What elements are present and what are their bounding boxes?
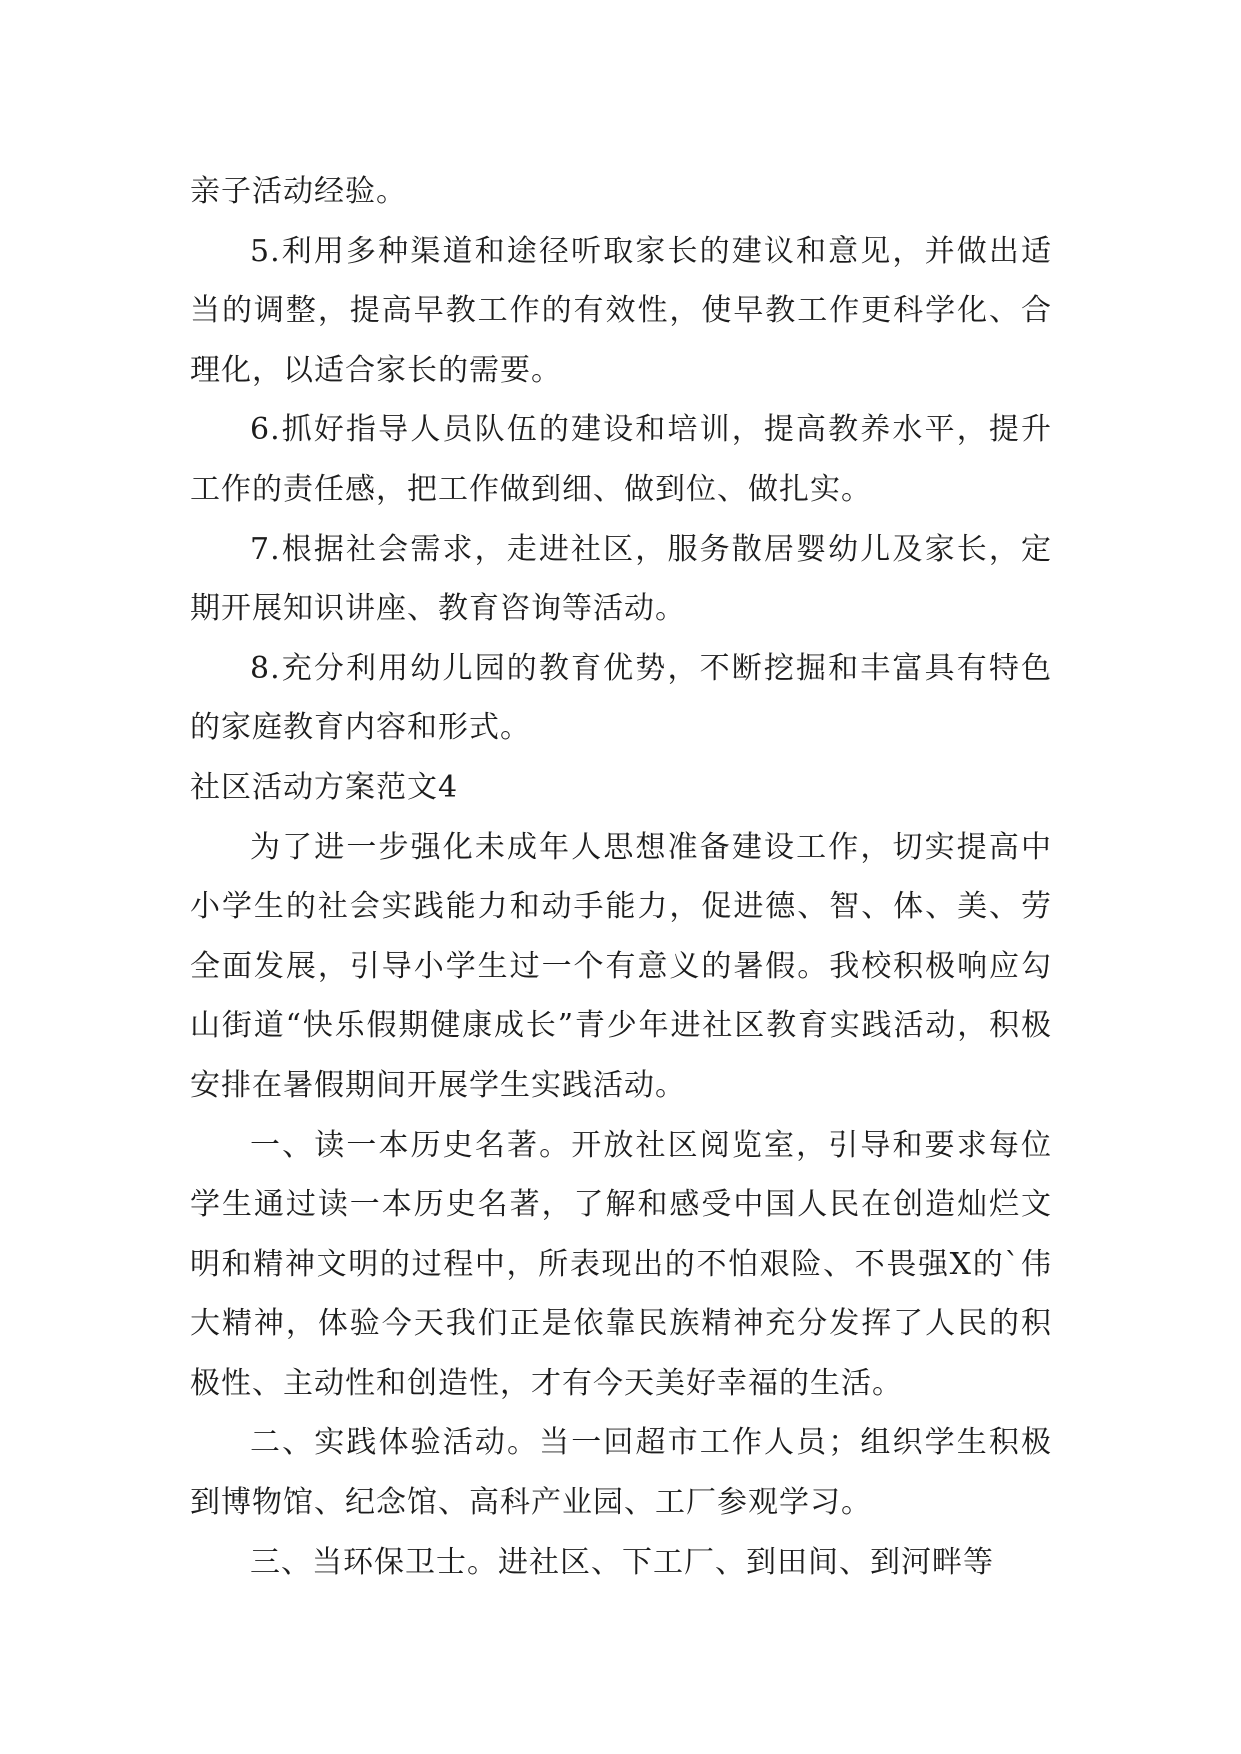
paragraph-part-1: 一、读一本历史名著。开放社区阅览室，引导和要求每位学生通过读一本历史名著，了解和感受中国人民在创造灿烂文明和精神文明的过程中，所表现出的不怕艰险、不畏强X的`伟大精神，体验今天我们正是依靠民族精神充分发挥了人民的积极性、主动性和创造性，才有今天美好幸福的生活。	[190, 1127, 1052, 1401]
document-body	[190, 162, 1052, 1592]
paragraph-item-7: 7.根据社会需求，走进社区，服务散居婴幼儿及家长，定期开展知识讲座、教育咨询等活动。	[190, 531, 1052, 627]
paragraph-item-8: 8.充分利用幼儿园的教育优势，不断挖掘和丰富具有特色的家庭教育内容和形式。	[190, 650, 1052, 746]
section-heading: 社区活动方案范文4	[190, 769, 459, 805]
paragraph-part-3: 三、当环保卫士。进社区、下工厂、到田间、到河畔等	[250, 1544, 994, 1580]
paragraph-item-5: 5.利用多种渠道和途径听取家长的建议和意见，并做出适当的调整，提高早教工作的有效性，使早教工作更科学化、合理化，以适合家长的需要。	[190, 233, 1052, 388]
paragraph-continuation: 亲子活动经验。	[190, 174, 407, 209]
paragraph-intro: 为了进一步强化未成年人思想准备建设工作，切实提高中小学生的社会实践能力和动手能力，促进德、智、体、美、劳全面发展，引导小学生过一个有意义的暑假。我校积极响应勾山街道“快乐假期健康成长”青少年进社区教育实践活动，积极安排在暑假期间开展学生实践活动。	[190, 829, 1052, 1103]
paragraph-item-6: 6.抓好指导人员队伍的建设和培训，提高教养水平，提升工作的责任感，把工作做到细、做到位、做扎实。	[190, 412, 1052, 507]
paragraph-part-2: 二、实践体验活动。当一回超市工作人员；组织学生积极到博物馆、纪念馆、高科产业园、工厂参观学习。	[190, 1425, 1052, 1521]
